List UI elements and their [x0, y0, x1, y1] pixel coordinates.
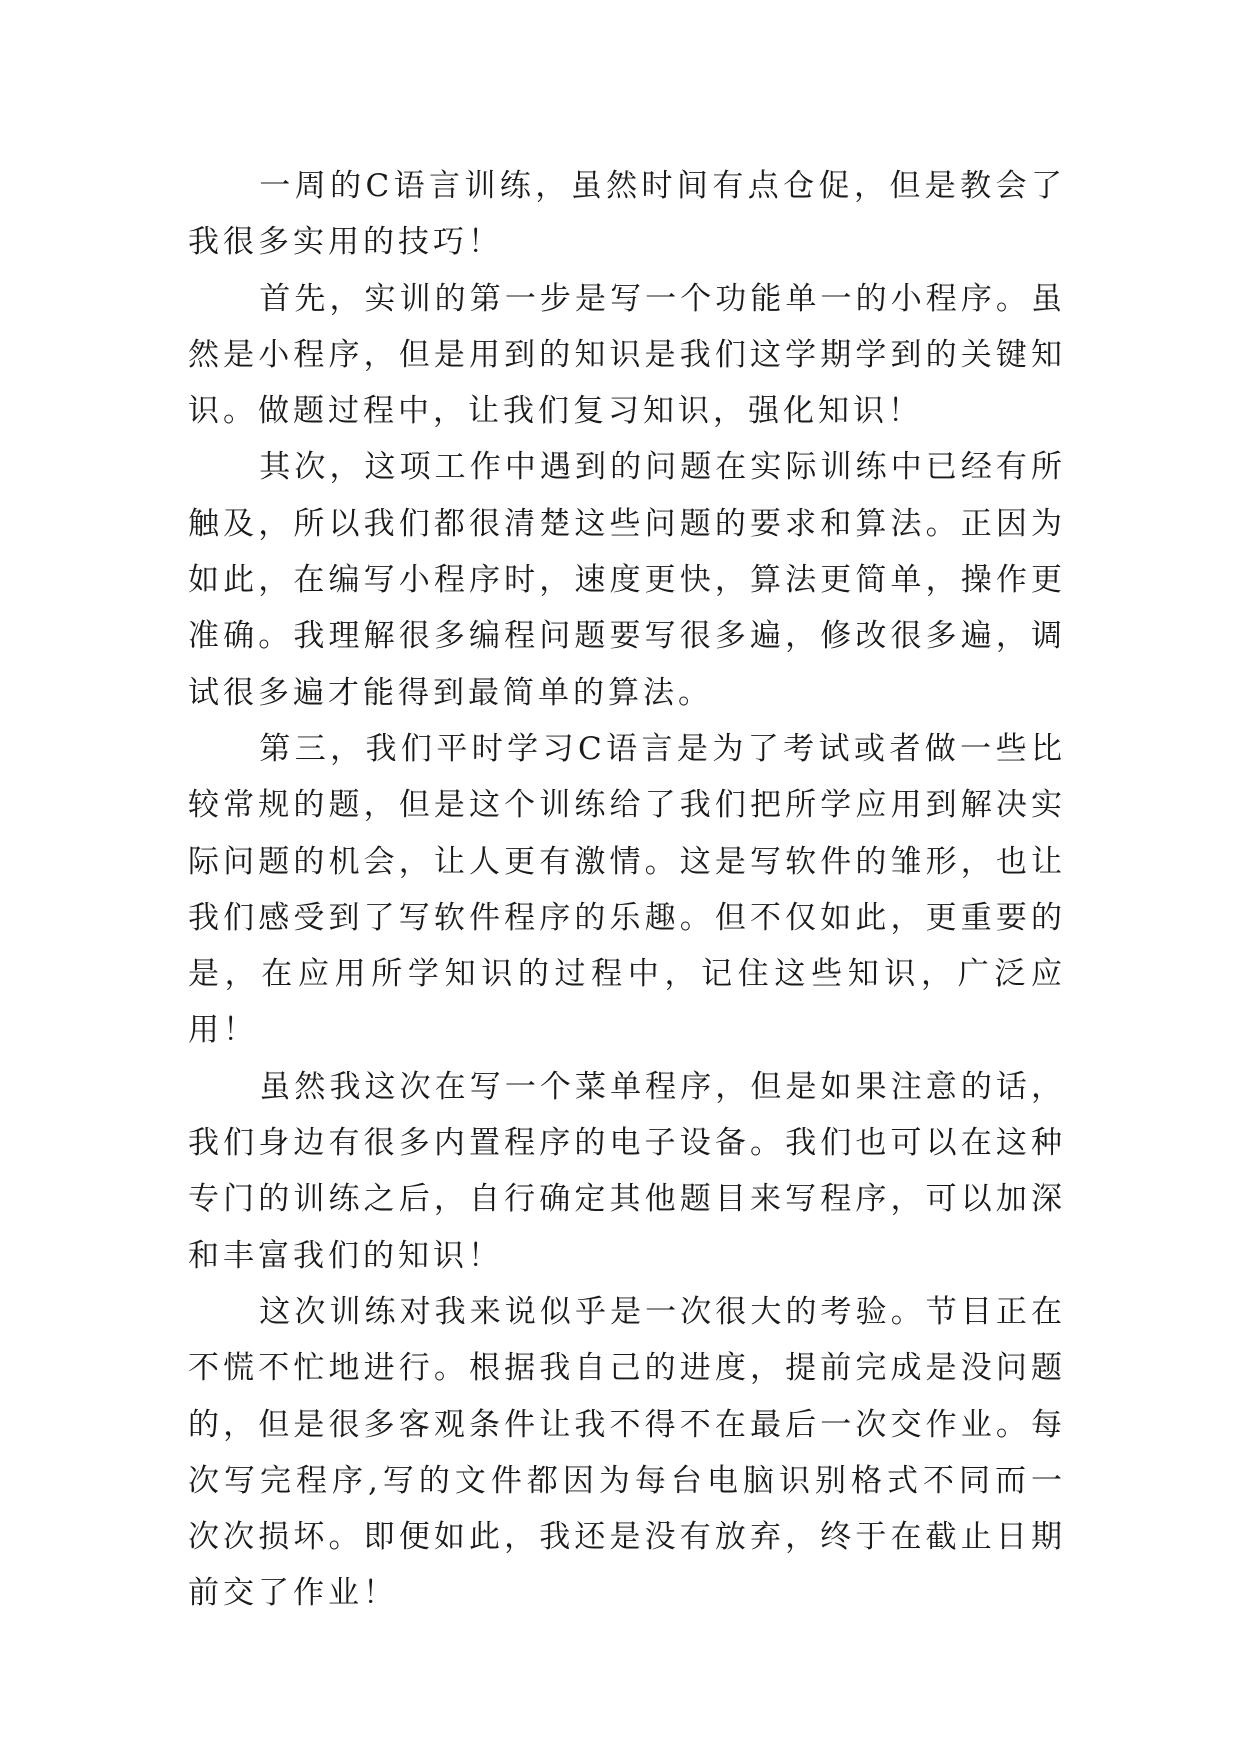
paragraph-first: 首先，实训的第一步是写一个功能单一的小程序。虽然是小程序，但是用到的知识是我们这学期学到的关键知识。做题过程中，让我们复习知识，强化知识！ — [188, 280, 1066, 430]
paragraph-conclusion: 这次训练对我来说似乎是一次很大的考验。节目正在不慌不忙地进行。根据我自己的进度，提前完成是没问题的，但是很多客观条件让我不得不在最后一次交作业。每次写完程序,写的文件都因为每台电脑识别格式不同而一次次损坏。即便如此，我还是没有放弃，终于在截止日期前交了作业！ — [188, 1293, 1066, 1612]
paragraph-intro: 一周的C语言训练，虽然时间有点仓促，但是教会了我很多实用的技巧！ — [188, 168, 1066, 261]
paragraph-third: 第三，我们平时学习C语言是为了考试或者做一些比较常规的题，但是这个训练给了我们把所学应用到解决实际问题的机会，让人更有激情。这是写软件的雏形，也让我们感受到了写软件程序的乐趣。但不仅如此，更重要的是，在应用所学知识的过程中，记住这些知识，广泛应用！ — [188, 730, 1066, 1049]
paragraph-menu-program: 虽然我这次在写一个菜单程序，但是如果注意的话，我们身边有很多内置程序的电子设备。我们也可以在这种专门的训练之后，自行确定其他题目来写程序，可以加深和丰富我们的知识！ — [188, 1068, 1066, 1274]
document-body — [188, 158, 1066, 1622]
paragraph-second: 其次，这项工作中遇到的问题在实际训练中已经有所触及，所以我们都很清楚这些问题的要求和算法。正因为如此，在编写小程序时，速度更快，算法更简单，操作更准确。我理解很多编程问题要写很多遍，修改很多遍，调试很多遍才能得到最简单的算法。 — [188, 449, 1066, 711]
